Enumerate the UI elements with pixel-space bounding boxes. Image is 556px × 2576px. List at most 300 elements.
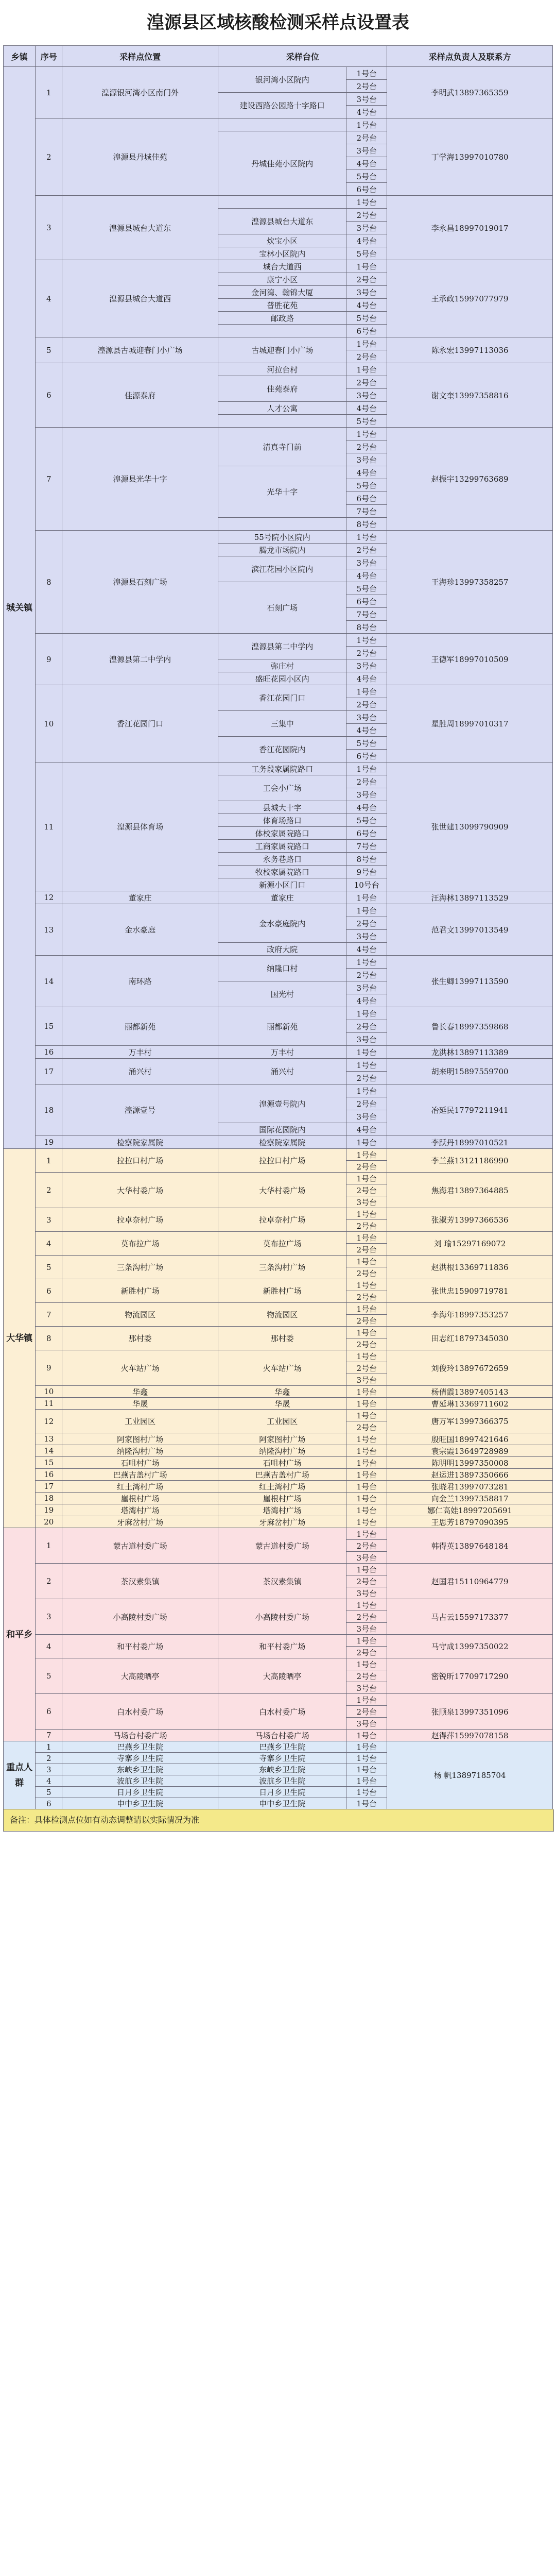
town-name: 重点人群	[4, 1741, 36, 1809]
site-name: 白水村委广场	[62, 1694, 218, 1730]
sub-location: 万丰村	[218, 1046, 346, 1059]
sub-location: 崖根村广场	[218, 1493, 346, 1504]
desk-number: 1号台	[346, 1327, 387, 1338]
table-row	[4, 196, 553, 209]
site-seq: 4	[36, 1635, 62, 1658]
sub-location: 三集中	[218, 711, 346, 737]
sub-location: 寺寨乡卫生院	[218, 1753, 346, 1764]
desk-number: 1号台	[346, 1232, 387, 1244]
site-name: 红土湾村广场	[62, 1481, 218, 1493]
contact: 丁学海13997010780	[387, 118, 553, 196]
sub-location: 古城迎春门小广场	[218, 337, 346, 363]
table-row	[4, 904, 553, 917]
desk-number: 6号台	[346, 750, 387, 762]
contact: 娜仁高娃18997205691	[387, 1504, 553, 1516]
sub-location: 巴燕吉盖村广场	[218, 1469, 346, 1481]
header-seq: 序号	[36, 46, 62, 67]
desk-number: 4号台	[346, 466, 387, 479]
sub-location: 湟源县第二中学内	[218, 634, 346, 659]
desk-number: 1号台	[346, 891, 387, 904]
table-row	[4, 1493, 553, 1504]
sub-location: 和平村委广场	[218, 1635, 346, 1658]
header-site: 采样点位置	[62, 46, 218, 67]
site-seq: 15	[36, 1007, 62, 1046]
site-name: 申中乡卫生院	[62, 1798, 218, 1809]
desk-number: 1号台	[346, 1469, 387, 1481]
sub-location: 莫布拉广场	[218, 1232, 346, 1256]
contact: 谢文奎13997358816	[387, 363, 553, 428]
desk-number: 1号台	[346, 1386, 387, 1398]
sub-location: 红土湾村广场	[218, 1481, 346, 1493]
sub-location	[218, 196, 346, 209]
site-name: 拉拉口村广场	[62, 1149, 218, 1173]
site-name: 塔湾村广场	[62, 1504, 218, 1516]
desk-number: 3号台	[346, 1587, 387, 1599]
table-header-row	[4, 46, 553, 67]
table-row	[4, 1084, 553, 1097]
desk-number: 2号台	[346, 1706, 387, 1718]
sub-location: 巴燕乡卫生院	[218, 1741, 346, 1753]
desk-number: 2号台	[346, 1244, 387, 1256]
contact: 向金兰13997358817	[387, 1493, 553, 1504]
site-seq: 5	[36, 1787, 62, 1798]
site-seq: 2	[36, 1753, 62, 1764]
table-row	[4, 531, 553, 544]
desk-number: 4号台	[346, 943, 387, 956]
contact: 赵洪根13369711836	[387, 1256, 553, 1279]
contact: 殷旺国18997421646	[387, 1433, 553, 1445]
site-seq: 13	[36, 904, 62, 956]
contact: 密锐昕17709717290	[387, 1658, 553, 1694]
site-seq: 10	[36, 685, 62, 762]
desk-number: 1号台	[346, 1046, 387, 1059]
contact: 李明武13897365359	[387, 67, 553, 118]
desk-number: 1号台	[346, 1775, 387, 1787]
desk-number: 1号台	[346, 1256, 387, 1267]
table-row	[4, 1445, 553, 1457]
sub-location: 佳苑泰府	[218, 376, 346, 402]
site-name: 马场台村委广场	[62, 1730, 218, 1741]
sub-location: 大高陵晒亭	[218, 1658, 346, 1694]
desk-number: 1号台	[346, 531, 387, 544]
footnote: 备注：具体检测点位如有动态调整请以实际情况为准	[3, 1809, 554, 1832]
sub-location: 弥庄村	[218, 659, 346, 672]
contact: 张世建13099790909	[387, 762, 553, 891]
contact: 王海珍13997358257	[387, 531, 553, 634]
contact: 张淑芳13997366536	[387, 1208, 553, 1232]
desk-number: 3号台	[346, 711, 387, 724]
site-seq: 6	[36, 1798, 62, 1809]
desk-number: 2号台	[346, 1220, 387, 1232]
site-name: 大华村委广场	[62, 1173, 218, 1208]
desk-number: 2号台	[346, 1647, 387, 1658]
sub-location: 新胜村广场	[218, 1279, 346, 1303]
table-row	[4, 1741, 553, 1753]
site-name: 湟源县古城迎春门小广场	[62, 337, 218, 363]
contact: 赵国君15110964779	[387, 1564, 553, 1599]
desk-number: 1号台	[346, 1787, 387, 1798]
sub-location: 河拉台村	[218, 363, 346, 376]
site-name: 蒙古道村委广场	[62, 1528, 218, 1564]
site-name: 牙麻岔村广场	[62, 1516, 218, 1528]
site-seq: 8	[36, 1327, 62, 1350]
sub-location	[218, 325, 346, 337]
site-seq: 5	[36, 337, 62, 363]
site-name: 金水豪庭	[62, 904, 218, 956]
sub-location: 马场台村委广场	[218, 1730, 346, 1741]
sub-location: 工务段家属院路口	[218, 762, 346, 775]
sub-location: 体育场路口	[218, 814, 346, 827]
desk-number: 2号台	[346, 440, 387, 453]
sub-location: 国际花园院内	[218, 1123, 346, 1136]
site-seq: 3	[36, 1208, 62, 1232]
sub-location: 55号院小区院内	[218, 531, 346, 544]
desk-number: 6号台	[346, 325, 387, 337]
desk-number: 3号台	[346, 556, 387, 569]
site-name: 董家庄	[62, 891, 218, 904]
sub-location: 华晟	[218, 1398, 346, 1410]
desk-number: 3号台	[346, 389, 387, 402]
table-row	[4, 1149, 553, 1161]
site-name: 涌兴村	[62, 1059, 218, 1084]
site-name: 巴燕吉盖村广场	[62, 1469, 218, 1481]
desk-number: 1号台	[346, 118, 387, 131]
sub-location: 石咀村广场	[218, 1457, 346, 1469]
desk-number: 3号台	[346, 1196, 387, 1208]
sub-location: 政府大院	[218, 943, 346, 956]
desk-number: 2号台	[346, 1267, 387, 1279]
site-seq: 4	[36, 1232, 62, 1256]
site-seq: 11	[36, 762, 62, 891]
site-name: 和平村委广场	[62, 1635, 218, 1658]
sub-location: 人才公寓	[218, 402, 346, 415]
desk-number: 2号台	[346, 1540, 387, 1552]
site-seq: 2	[36, 118, 62, 196]
desk-number: 2号台	[346, 1362, 387, 1374]
site-name: 崖根村广场	[62, 1493, 218, 1504]
desk-number: 4号台	[346, 1123, 387, 1136]
desk-number: 1号台	[346, 1303, 387, 1315]
desk-number: 1号台	[346, 1457, 387, 1469]
sub-location: 盛旺花园小区内	[218, 672, 346, 685]
sub-location: 小高陵村委广场	[218, 1599, 346, 1635]
site-seq: 1	[36, 1149, 62, 1173]
sub-location: 城台大道西	[218, 260, 346, 273]
sub-location: 波航乡卫生院	[218, 1775, 346, 1787]
site-name: 东峡乡卫生院	[62, 1764, 218, 1775]
sub-location: 牧校家属院路口	[218, 866, 346, 878]
site-seq: 4	[36, 1775, 62, 1787]
sub-location	[218, 518, 346, 531]
header-sub: 采样台位	[218, 46, 387, 67]
table-row	[4, 1007, 553, 1020]
sub-location: 牙麻岔村广场	[218, 1516, 346, 1528]
desk-number: 1号台	[346, 1007, 387, 1020]
desk-number: 4号台	[346, 299, 387, 312]
desk-number: 1号台	[346, 337, 387, 350]
table-row	[4, 1256, 553, 1267]
page-title: 湟源县区域核酸检测采样点设置表	[147, 12, 409, 33]
contact: 鲁长春18997359868	[387, 1007, 553, 1046]
sub-location: 香江花园门口	[218, 685, 346, 711]
site-seq: 1	[36, 1741, 62, 1753]
table-row	[4, 363, 553, 376]
desk-number: 1号台	[346, 1635, 387, 1647]
site-name: 华鑫	[62, 1386, 218, 1398]
site-name: 大高陵晒亭	[62, 1658, 218, 1694]
sub-location: 纳隆沟村广场	[218, 1445, 346, 1457]
desk-number: 6号台	[346, 492, 387, 505]
table-row	[4, 1059, 553, 1072]
desk-number: 1号台	[346, 1410, 387, 1421]
desk-number: 1号台	[346, 1493, 387, 1504]
desk-number: 4号台	[346, 402, 387, 415]
table-row	[4, 1350, 553, 1362]
sub-location: 石刻广场	[218, 582, 346, 634]
table-row	[4, 260, 553, 273]
desk-number: 6号台	[346, 183, 387, 196]
desk-number: 5号台	[346, 312, 387, 325]
site-name: 湟源县城台大道东	[62, 196, 218, 260]
table-row	[4, 1481, 553, 1493]
desk-number: 1号台	[346, 1149, 387, 1161]
desk-number: 1号台	[346, 1658, 387, 1670]
sub-location: 拉拉口村广场	[218, 1149, 346, 1173]
desk-number: 2号台	[346, 1421, 387, 1433]
table-row	[4, 1173, 553, 1184]
desk-number: 3号台	[346, 1552, 387, 1564]
desk-number: 1号台	[346, 428, 387, 440]
desk-number: 5号台	[346, 737, 387, 750]
table-row	[4, 1433, 553, 1445]
desk-number: 4号台	[346, 106, 387, 118]
site-seq: 19	[36, 1504, 62, 1516]
site-name: 华晟	[62, 1398, 218, 1410]
desk-number: 3号台	[346, 659, 387, 672]
contact: 曹延琳13369711602	[387, 1398, 553, 1410]
contact: 赵得萍15997078158	[387, 1730, 553, 1741]
sub-location: 董家庄	[218, 891, 346, 904]
sub-location: 光华十字	[218, 466, 346, 518]
desk-number: 1号台	[346, 1764, 387, 1775]
sub-location: 清真寺门前	[218, 428, 346, 466]
sub-location: 纳隆口村	[218, 956, 346, 981]
contact: 杨 帆13897185704	[387, 1741, 553, 1809]
sub-location: 永务巷路口	[218, 853, 346, 866]
desk-number: 5号台	[346, 415, 387, 428]
site-name: 日月乡卫生院	[62, 1787, 218, 1798]
site-name: 阿家图村广场	[62, 1433, 218, 1445]
sub-location: 金水豪庭院内	[218, 904, 346, 943]
sub-location: 华鑫	[218, 1386, 346, 1398]
desk-number: 1号台	[346, 1730, 387, 1741]
site-seq: 15	[36, 1457, 62, 1469]
sub-location	[218, 415, 346, 428]
desk-number: 1号台	[346, 1084, 387, 1097]
table-row	[4, 956, 553, 969]
site-name: 湟源壹号	[62, 1084, 218, 1136]
sub-location: 县城大十字	[218, 801, 346, 814]
site-seq: 11	[36, 1398, 62, 1410]
site-name: 纳隆沟村广场	[62, 1445, 218, 1457]
desk-number: 1号台	[346, 1516, 387, 1528]
table-body	[4, 67, 553, 1809]
header-contact: 采样点负责人及联系方	[387, 46, 553, 67]
desk-number: 3号台	[346, 788, 387, 801]
desk-number: 2号台	[346, 647, 387, 659]
contact: 田志红18797345030	[387, 1327, 553, 1350]
site-name: 茶汉素集镇	[62, 1564, 218, 1599]
sub-location: 那村委	[218, 1327, 346, 1350]
table-row	[4, 1730, 553, 1741]
desk-number: 1号台	[346, 1504, 387, 1516]
desk-number: 3号台	[346, 453, 387, 466]
desk-number: 7号台	[346, 840, 387, 853]
sub-location: 邮政路	[218, 312, 346, 325]
desk-number: 3号台	[346, 1374, 387, 1386]
desk-number: 3号台	[346, 981, 387, 994]
table-row	[4, 1635, 553, 1647]
site-name: 佳源泰府	[62, 363, 218, 428]
desk-number: 1号台	[346, 67, 387, 80]
table-row	[4, 891, 553, 904]
desk-number: 2号台	[346, 1072, 387, 1084]
desk-number: 3号台	[346, 1682, 387, 1694]
desk-number: 4号台	[346, 724, 387, 737]
sub-location: 银河湾小区院内	[218, 67, 346, 93]
desk-number: 2号台	[346, 80, 387, 93]
sub-location: 体校家属院路口	[218, 827, 346, 840]
contact: 李兰燕13121186990	[387, 1149, 553, 1173]
site-seq: 14	[36, 956, 62, 1007]
desk-number: 2号台	[346, 1670, 387, 1682]
contact: 王德军18997010509	[387, 634, 553, 685]
site-seq: 3	[36, 196, 62, 260]
sub-location: 丽都新苑	[218, 1007, 346, 1046]
site-name: 石咀村广场	[62, 1457, 218, 1469]
contact: 龙洪林13897113389	[387, 1046, 553, 1059]
desk-number: 8号台	[346, 518, 387, 531]
desk-number: 2号台	[346, 775, 387, 788]
contact: 汪海林13897113529	[387, 891, 553, 904]
sub-location: 东峡乡卫生院	[218, 1764, 346, 1775]
desk-number: 1号台	[346, 1564, 387, 1575]
sub-location: 滨江花园小区院内	[218, 556, 346, 582]
table-row	[4, 1136, 553, 1149]
site-seq: 20	[36, 1516, 62, 1528]
site-name: 湟源县石刻广场	[62, 531, 218, 634]
site-seq: 6	[36, 1279, 62, 1303]
table-row	[4, 1410, 553, 1421]
site-name: 香江花园门口	[62, 685, 218, 762]
desk-number: 1号台	[346, 260, 387, 273]
desk-number: 4号台	[346, 672, 387, 685]
site-seq: 9	[36, 1350, 62, 1386]
desk-number: 1号台	[346, 1528, 387, 1540]
desk-number: 3号台	[346, 1718, 387, 1730]
desk-number: 1号台	[346, 1753, 387, 1764]
sub-location: 拉卓奈村广场	[218, 1208, 346, 1232]
site-seq: 7	[36, 1303, 62, 1327]
desk-number: 1号台	[346, 1208, 387, 1220]
desk-number: 2号台	[346, 376, 387, 389]
desk-number: 3号台	[346, 930, 387, 943]
desk-number: 2号台	[346, 1097, 387, 1110]
desk-number: 1号台	[346, 634, 387, 647]
site-seq: 8	[36, 531, 62, 634]
table-row	[4, 1564, 553, 1575]
desk-number: 2号台	[346, 350, 387, 363]
desk-number: 2号台	[346, 1575, 387, 1587]
table-row	[4, 634, 553, 647]
sub-location: 湟源壹号院内	[218, 1084, 346, 1123]
desk-number: 1号台	[346, 1599, 387, 1611]
desk-number: 2号台	[346, 1611, 387, 1623]
table-row	[4, 1469, 553, 1481]
desk-number: 1号台	[346, 1445, 387, 1457]
desk-number: 7号台	[346, 608, 387, 621]
contact: 袁宗霞13649728989	[387, 1445, 553, 1457]
contact: 杨倩霞13897405143	[387, 1386, 553, 1398]
sub-location: 湟源县城台大道东	[218, 209, 346, 234]
desk-number: 2号台	[346, 1315, 387, 1327]
site-name: 拉卓奈村广场	[62, 1208, 218, 1232]
site-name: 莫布拉广场	[62, 1232, 218, 1256]
site-name: 湟源县体育场	[62, 762, 218, 891]
desk-number: 2号台	[346, 1338, 387, 1350]
desk-number: 3号台	[346, 1623, 387, 1635]
site-name: 那村委	[62, 1327, 218, 1350]
site-name: 湟源银河湾小区南门外	[62, 67, 218, 118]
sub-location: 新源小区门口	[218, 878, 346, 891]
desk-number: 1号台	[346, 1059, 387, 1072]
sub-location: 丹城佳苑小区院内	[218, 131, 346, 196]
desk-number: 1号台	[346, 1136, 387, 1149]
desk-number: 2号台	[346, 273, 387, 286]
desk-number: 10号台	[346, 878, 387, 891]
contact: 马占云15597173377	[387, 1599, 553, 1635]
table-row	[4, 1279, 553, 1291]
sub-location: 工业园区	[218, 1410, 346, 1433]
desk-number: 4号台	[346, 801, 387, 814]
desk-number: 1号台	[346, 1433, 387, 1445]
site-name: 检察院家属院	[62, 1136, 218, 1149]
contact: 张世忠15909719781	[387, 1279, 553, 1303]
site-name: 丽都新苑	[62, 1007, 218, 1046]
site-seq: 12	[36, 891, 62, 904]
contact: 李跃丹18997010521	[387, 1136, 553, 1149]
site-seq: 13	[36, 1433, 62, 1445]
desk-number: 1号台	[346, 685, 387, 698]
table-row	[4, 428, 553, 440]
desk-number: 2号台	[346, 1184, 387, 1196]
sub-location: 大华村委广场	[218, 1173, 346, 1208]
desk-number: 6号台	[346, 595, 387, 608]
site-name: 万丰村	[62, 1046, 218, 1059]
desk-number: 5号台	[346, 479, 387, 492]
contact: 刘 瑜15297169072	[387, 1232, 553, 1256]
desk-number: 2号台	[346, 544, 387, 556]
desk-number: 3号台	[346, 144, 387, 157]
contact: 星胜周18997010317	[387, 685, 553, 762]
site-seq: 5	[36, 1256, 62, 1279]
sampling-table	[3, 45, 553, 1809]
table-row	[4, 1528, 553, 1540]
contact: 赵振宇13299763689	[387, 428, 553, 531]
desk-number: 9号台	[346, 866, 387, 878]
site-seq: 7	[36, 1730, 62, 1741]
site-seq: 2	[36, 1564, 62, 1599]
